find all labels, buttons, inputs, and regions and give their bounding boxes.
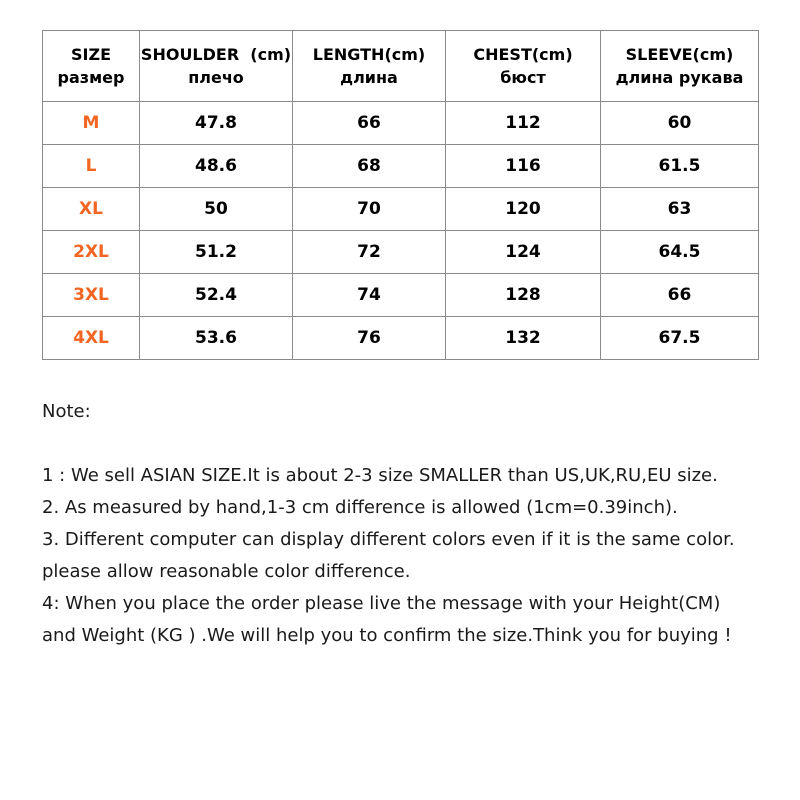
header-size [43, 31, 140, 102]
size-cell: 4XL [43, 317, 140, 360]
chest-cell: 124 [446, 231, 601, 274]
length-cell: 76 [293, 317, 446, 360]
note-line-2: 2. As measured by hand,1-3 cm difference is allowed (1cm=0.39inch). [42, 497, 678, 518]
header-chest [446, 31, 601, 102]
header-shoulder [140, 31, 293, 102]
size-cell: 3XL [43, 274, 140, 317]
note-line-6: and Weight (KG ) .We will help you to confirm the size.Think you for buying ! [42, 625, 732, 646]
notes-section [42, 396, 792, 652]
sleeve-cell: 67.5 [601, 317, 759, 360]
header-chest-ru: бюст [500, 68, 546, 87]
header-shoulder-en: SHOULDER (cm) [140, 45, 292, 64]
length-cell: 74 [293, 274, 446, 317]
size-cell: XL [43, 188, 140, 231]
sleeve-cell: 61.5 [601, 145, 759, 188]
table-row [43, 102, 759, 145]
length-cell: 70 [293, 188, 446, 231]
note-line-1: 1 : We sell ASIAN SIZE.It is about 2-3 size SMALLER than US,UK,RU,EU size. [42, 465, 718, 486]
shoulder-cell: 47.8 [140, 102, 293, 145]
chest-cell: 116 [446, 145, 601, 188]
header-size-en: SIZE [70, 45, 111, 64]
table-row [43, 145, 759, 188]
shoulder-cell: 52.4 [140, 274, 293, 317]
chest-cell: 128 [446, 274, 601, 317]
table-header-row [43, 31, 759, 102]
sleeve-cell: 60 [601, 102, 759, 145]
table-row [43, 317, 759, 360]
length-cell: 68 [293, 145, 446, 188]
header-sleeve-ru: длина рукава [615, 68, 744, 87]
shoulder-cell: 51.2 [140, 231, 293, 274]
shoulder-cell: 48.6 [140, 145, 293, 188]
table-row [43, 274, 759, 317]
sleeve-cell: 64.5 [601, 231, 759, 274]
chest-cell: 112 [446, 102, 601, 145]
size-cell: M [43, 102, 140, 145]
header-chest-en: CHEST(cm) [473, 45, 573, 64]
length-cell: 72 [293, 231, 446, 274]
notes-title: Note: [42, 401, 91, 422]
header-shoulder-ru: плечо [188, 68, 244, 87]
note-line-5: 4: When you place the order please live the message with your Height(CM) [42, 593, 721, 614]
shoulder-cell: 50 [140, 188, 293, 231]
table-row [43, 231, 759, 274]
length-cell: 66 [293, 102, 446, 145]
size-cell: L [43, 145, 140, 188]
note-line-4: please allow reasonable color difference. [42, 561, 411, 582]
sleeve-cell: 66 [601, 274, 759, 317]
shoulder-cell: 53.6 [140, 317, 293, 360]
sleeve-cell: 63 [601, 188, 759, 231]
chest-cell: 120 [446, 188, 601, 231]
size-chart-table [42, 30, 759, 360]
table-row [43, 188, 759, 231]
header-length [293, 31, 446, 102]
header-sleeve [601, 31, 759, 102]
chest-cell: 132 [446, 317, 601, 360]
header-length-ru: длина [340, 68, 398, 87]
header-length-en: LENGTH(cm) [312, 45, 426, 64]
header-sleeve-en: SLEEVE(cm) [625, 45, 734, 64]
note-line-3: 3. Different computer can display different colors even if it is the same color. [42, 529, 735, 550]
size-cell: 2XL [43, 231, 140, 274]
header-size-ru: размер [57, 68, 125, 87]
